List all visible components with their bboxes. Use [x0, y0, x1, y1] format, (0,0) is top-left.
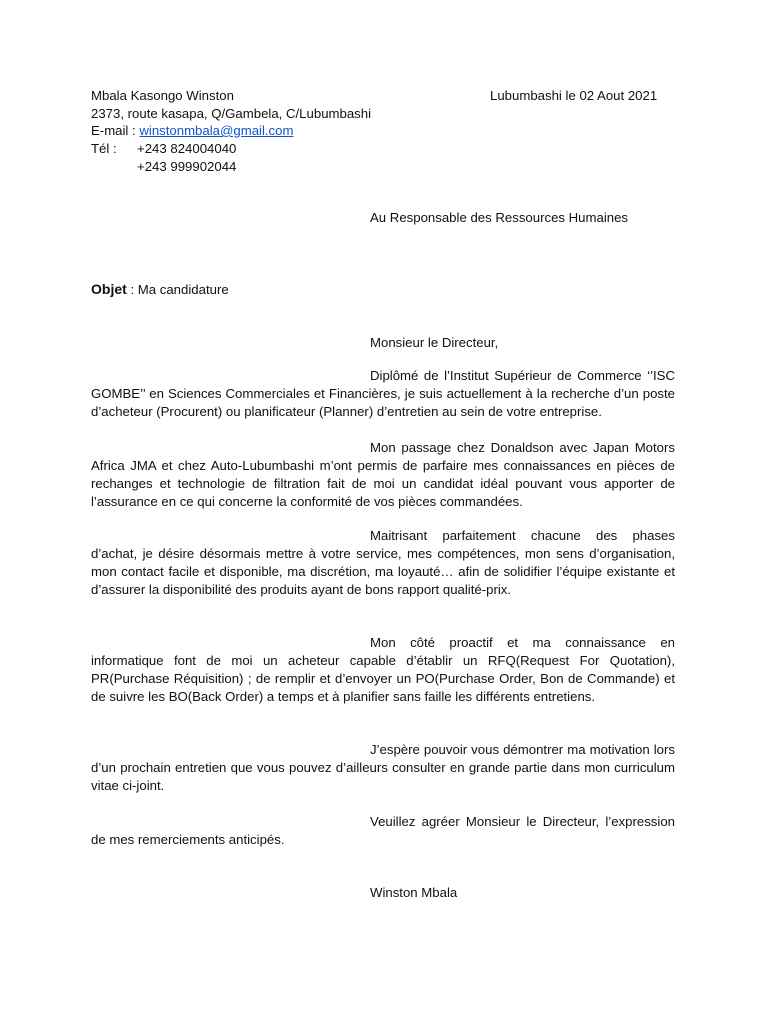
subject-line [91, 280, 229, 299]
paragraph-6: Veuillez agréer Monsieur le Directeur, l’expression de mes remerciements anticipés. [91, 814, 675, 847]
phone-2: +243 999902044 [137, 159, 237, 174]
sender-address: 2373, route kasapa, Q/Gambela, C/Lubumbashi [91, 106, 372, 121]
recipient: Au Responsable des Ressources Humaines [370, 210, 629, 225]
paragraph-3: Maitrisant parfaitement chacune des phases d’achat, je désire désormais mettre à votre service, mes compétences, mon sens d’organisation, mon contact facile et disponible, ma discrétion, ma loyauté… afin de solidifier l’équipe existante et d’assurer la disponibilité des produits ayant de bons rapport qualité-prix. [91, 528, 675, 597]
phone-1: +243 824004040 [137, 141, 237, 156]
paragraph-2: Mon passage chez Donaldson avec Japan Motors Africa JMA et chez Auto-Lubumbashi m’ont permis de parfaire mes connaissances en pièces de rechanges et technologie de filtration fait de moi un candidat idéal pouvant vous apporter de l’assurance en ce qui concerne la conformité de vos pièces commandées. [91, 440, 675, 509]
subject-label: Objet [91, 281, 127, 297]
salutation: Monsieur le Directeur, [370, 335, 499, 350]
signature: Winston Mbala [370, 885, 458, 900]
subject-text: : Ma candidature [126, 282, 229, 297]
email-link[interactable]: winstonmbala@gmail.com [139, 123, 294, 138]
phone-label: Tél : [91, 141, 117, 156]
paragraph-4: Mon côté proactif et ma connaissance en informatique font de moi un acheteur capable d’établir un RFQ(Request For Quotation), PR(Purchase Réquisition) ; de remplir et d’envoyer un PO(Purchase Order, Bon de Commande) et de suivre les BO(Back Order) a temps et à planifier sans faille les différents entretiens. [91, 635, 675, 704]
sender-name: Mbala Kasongo Winston [91, 88, 234, 103]
paragraph-5: J’espère pouvoir vous démontrer ma motivation lors d’un prochain entretien que vous pouvez d’ailleurs consulter en grande partie dans mon curriculum vitae ci-joint. [91, 742, 675, 793]
email-label: E-mail : [91, 123, 140, 138]
sender-email-line [91, 122, 293, 140]
place-date: Lubumbashi le 02 Aout 2021 [490, 88, 658, 103]
paragraph-1: Diplômé de l’Institut Supérieur de Commerce ‘’ISC GOMBE’’ en Sciences Commerciales et Financières, je suis actuellement à la recherche d’un poste d’acheteur (Procurent) ou planificateur (Planner) d’entretien au sein de votre entreprise. [91, 368, 675, 419]
